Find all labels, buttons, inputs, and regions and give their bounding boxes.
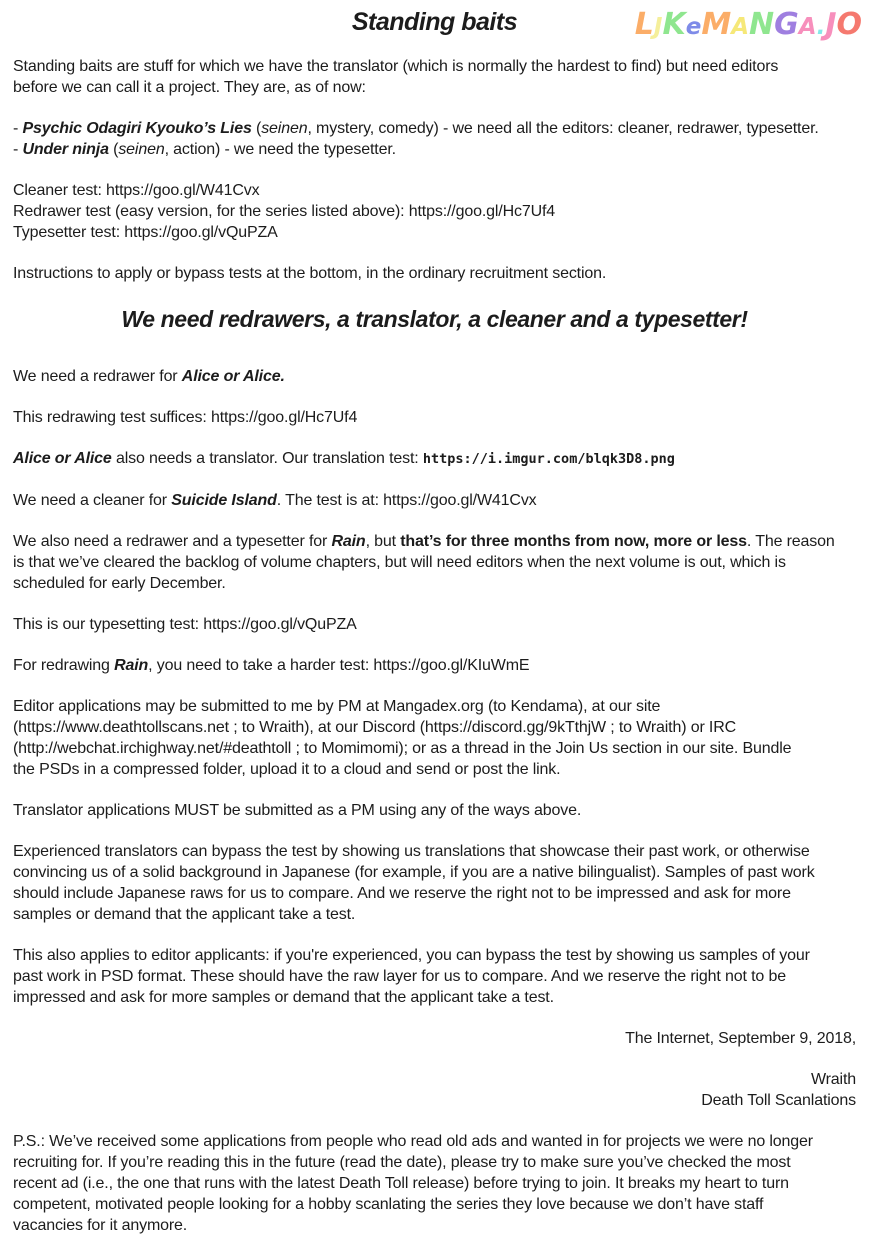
experienced-translators-paragraph [13, 841, 856, 925]
logo-letter: O [836, 7, 862, 42]
logo-letter: A [731, 14, 750, 40]
cleaner-test-line: Cleaner test: https://goo.gl/W41Cvx [13, 182, 260, 199]
text-line: Translator applications MUST be submitted as a PM using any of the ways above. [13, 802, 582, 819]
text-segment: ( [108, 141, 119, 158]
text-line: (http://webchat.irchighway.net/#deathtoll ; to Momimomi); or as a thread in the Join Us section in our site. Bundle [13, 740, 792, 757]
text-line: vacancies for it anymore. [13, 1217, 188, 1234]
list-item [13, 139, 856, 160]
typeset-test-paragraph [13, 614, 856, 635]
logo-letter: K [662, 7, 686, 42]
series-title: Alice or Alice [13, 450, 112, 467]
logo-letter: . [816, 14, 826, 40]
text-line [13, 448, 856, 470]
logo-letter: A [798, 14, 817, 40]
text-segment: , but [365, 533, 401, 550]
editor-applications-paragraph [13, 696, 856, 780]
text-segment: ( [251, 120, 262, 137]
text-line: convincing us of a solid background in Japanese (for example, if you are a native bilingualist). Samples of past work [13, 864, 815, 881]
list-item [13, 118, 856, 139]
text-line: This also applies to editor applicants: if you're experienced, you can bypass the test by showing us samples of your [13, 947, 810, 964]
list-dash: - [13, 120, 23, 137]
signature-block [13, 1069, 856, 1111]
text-segment: . The test is at: https://goo.gl/W41Cvx [276, 492, 537, 509]
text-segment: , mystery, comedy) - we need all the editors: cleaner, redrawer, typesetter. [307, 120, 819, 137]
text-line: the PSDs in a compressed folder, upload it to a cloud and send or post the link. [13, 761, 561, 778]
series-title: Rain [331, 533, 366, 550]
date-line: The Internet, September 9, 2018, [625, 1030, 856, 1047]
text-line: This redrawing test suffices: https://goo.gl/Hc7Uf4 [13, 409, 358, 426]
text-segment: For redrawing [13, 657, 115, 674]
signature-name: Wraith [810, 1071, 856, 1088]
experienced-editors-paragraph [13, 945, 856, 1008]
rain-need-paragraph [13, 531, 856, 594]
text-line: (https://www.deathtollscans.net ; to Wraith), at our Discord (https://discord.gg/9kTthjW ; to Wraith) or IRC [13, 719, 737, 736]
postscript-paragraph [13, 1131, 856, 1236]
redrawer-need-paragraph [13, 366, 856, 387]
text-line: past work in PSD format. These should have the raw layer for us to compare. And we reserve the right not to be [13, 968, 786, 985]
list-dash: - [13, 141, 23, 158]
logo-letter: G [774, 7, 799, 42]
text-line: should include Japanese raws for us to compare. And we reserve the right not to be impressed and ask for more [13, 885, 791, 902]
series-title: Suicide Island [171, 492, 277, 509]
typesetter-test-line: Typesetter test: https://goo.gl/vQuPZA [13, 224, 278, 241]
logo-letter: M [701, 7, 732, 42]
text-line: Instructions to apply or bypass tests at the bottom, in the ordinary recruitment section. [13, 265, 607, 282]
series-title: Rain [114, 657, 149, 674]
page-title: Standing baits [351, 8, 518, 36]
emphasis-text: that’s for three months from now, more or less [400, 533, 747, 550]
text-segment: We need a redrawer for [13, 368, 182, 385]
page-header [13, 7, 862, 56]
genre-label: seinen [118, 141, 165, 158]
standing-baits-list [13, 118, 856, 160]
text-segment: also needs a translator. Our translation test: [111, 450, 423, 467]
text-line [13, 655, 856, 676]
translator-need-paragraph [13, 448, 856, 470]
series-title: Under ninja [22, 141, 109, 158]
genre-label: seinen [261, 120, 308, 137]
tests-block [13, 180, 856, 243]
text-line: impressed and ask for more samples or demand that the applicant take a test. [13, 989, 554, 1006]
logo-letter: e [685, 14, 702, 40]
logo-letter: J [825, 7, 837, 42]
instructions-paragraph [13, 263, 856, 284]
text-line: competent, motivated people looking for a hobby scanlating the series they love because we don’t have staff [13, 1196, 764, 1213]
text-line: Editor applications may be submitted to me by PM at Mangadex.org (to Kendama), at our site [13, 698, 661, 715]
redrawer-test-line: Redrawer test (easy version, for the series listed above): https://goo.gl/Hc7Uf4 [13, 203, 556, 220]
text-line [13, 490, 856, 511]
text-line: recruiting for. If you’re reading this in the future (read the date), please try to make sure you’ve checked the most [13, 1154, 791, 1171]
text-line: This is our typesetting test: https://goo.gl/vQuPZA [13, 616, 357, 633]
rain-test-paragraph [13, 655, 856, 676]
logo-letter: N [749, 7, 775, 42]
text-line [13, 366, 856, 387]
intro-paragraph [13, 56, 856, 98]
text-line: Standing baits are stuff for which we have the translator (which is normally the hardest to find) but need editors [13, 58, 779, 75]
likemanga-logo [635, 7, 862, 42]
text-line: scheduled for early December. [13, 575, 226, 592]
signature-group: Death Toll Scanlations [701, 1092, 856, 1109]
needs-heading: We need redrawers, a translator, a cleaner and a typesetter! [121, 306, 748, 332]
text-segment: We need a cleaner for [13, 492, 172, 509]
text-segment: We also need a redrawer and a typesetter for [13, 533, 332, 550]
logo-letter: J [653, 14, 663, 40]
text-segment: . The reason [746, 533, 835, 550]
series-title: Psychic Odagiri Kyouko’s Lies [22, 120, 252, 137]
series-title: Alice or Alice. [181, 368, 285, 385]
text-line [13, 531, 856, 552]
text-line: recent ad (i.e., the one that runs with the latest Death Toll release) before trying to join. It breaks my heart to turn [13, 1175, 789, 1192]
text-segment: , you need to take a harder test: https://goo.gl/KIuWmE [148, 657, 530, 674]
text-line: is that we’ve cleared the backlog of volume chapters, but will need editors when the next volume is out, which is [13, 554, 786, 571]
cleaner-need-paragraph [13, 490, 856, 511]
text-segment: , action) - we need the typesetter. [164, 141, 396, 158]
signature-date [13, 1028, 856, 1049]
logo-letter: L [634, 7, 654, 42]
text-line: samples or demand that the applicant take a test. [13, 906, 356, 923]
translator-applications-paragraph [13, 800, 856, 821]
text-line: Experienced translators can bypass the test by showing us translations that showcase their past work, or otherwise [13, 843, 810, 860]
text-line: P.S.: We’ve received some applications from people who read old ads and wanted in for projects we were no longer [13, 1133, 813, 1150]
translation-test-url: https://i.imgur.com/blqk3D8.png [422, 451, 675, 467]
text-line: before we can call it a project. They are, as of now: [13, 79, 366, 96]
redraw-test-paragraph [13, 407, 856, 428]
